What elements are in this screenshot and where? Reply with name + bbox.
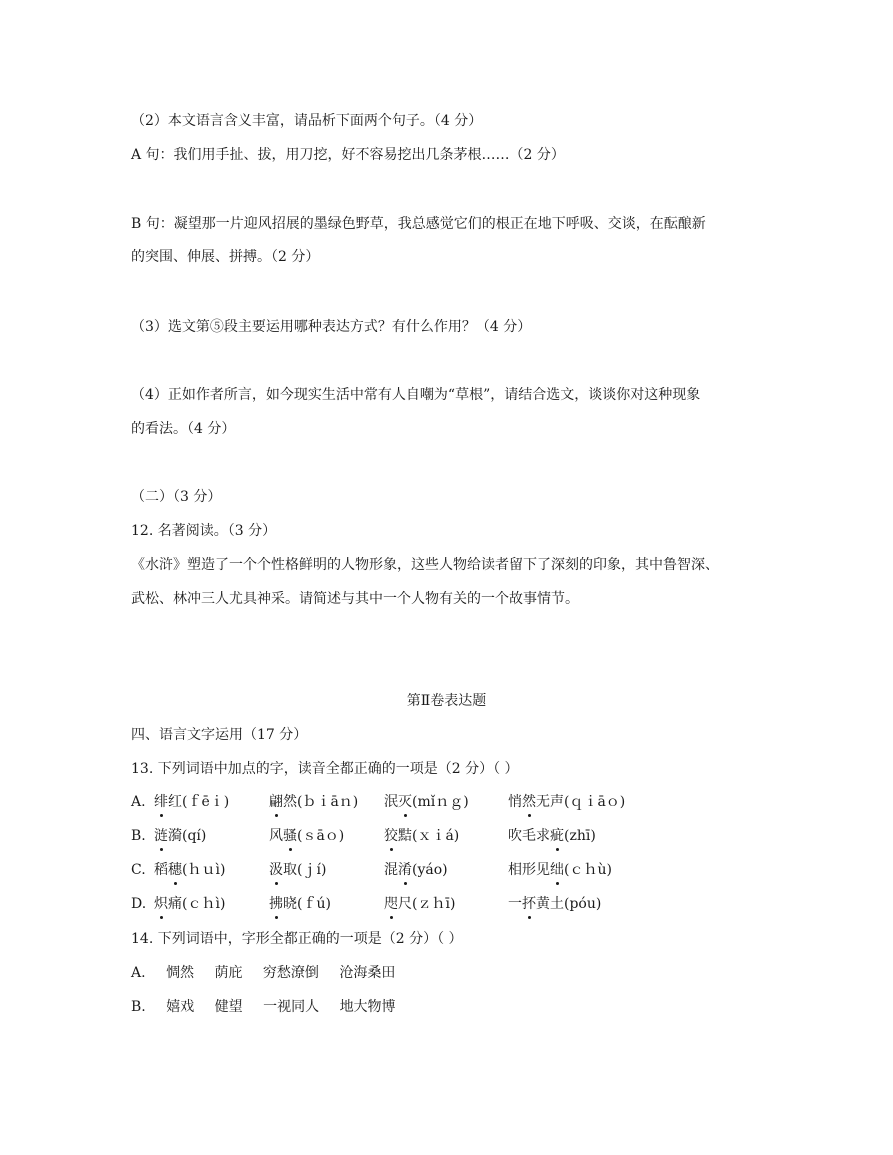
- word: 拂晓(ｆú): [269, 896, 331, 912]
- word: 悄然无声(ｑｉāｏ): [508, 794, 626, 810]
- q11-sentence-b-line1: B 句：凝望那一片迎风招展的墨绿色野草，我总感觉它们的根正在地下呼吸、交谈，在酝酿新: [131, 216, 706, 232]
- q11-sentence-a: A 句：我们用手扯、拔，用刀挖，好不容易挖出几条茅根……（2 分）: [131, 147, 565, 163]
- word: 汲取(ｊí): [269, 862, 327, 878]
- volume2-title: 第Ⅱ卷表达题: [406, 693, 487, 709]
- word: 绯红(ｆēｉ): [154, 794, 230, 810]
- q11-part4-line1: （4）正如作者所言，如今现实生活中常有人自嘲为“草根”，请结合选文，谈谈你对这种现象: [131, 387, 701, 403]
- option-label: A.: [131, 794, 146, 810]
- section4-header: 四、语言文字运用（17 分）: [131, 727, 308, 743]
- q13-title: 13. 下列词语中加点的字，读音全都正确的一项是（2 分）（ ）: [131, 761, 519, 777]
- q11-sentence-b-line2: 的突围、伸展、拼搏。（2 分）: [131, 249, 320, 265]
- option-label: B.: [131, 999, 146, 1015]
- word: 混淆(yáo): [384, 862, 448, 878]
- word: 一视同人: [263, 999, 320, 1015]
- option-label: B.: [131, 828, 146, 844]
- option-label: C.: [131, 862, 146, 878]
- word: 涟漪(qí): [154, 828, 207, 844]
- word: 沧海桑田: [339, 965, 396, 981]
- word: 荫庇: [214, 965, 243, 981]
- word: 健望: [214, 999, 243, 1015]
- word: 相形见绌(ｃｈù): [508, 862, 612, 878]
- q14-option-b: [131, 997, 412, 1017]
- q14-option-a: [131, 963, 411, 983]
- q12-line2: 武松、林冲三人尤具神采。请简述与其中一个人物有关的一个故事情节。: [131, 591, 579, 607]
- word: 咫尺(ｚｈī): [384, 896, 456, 912]
- word: 惆然: [166, 965, 195, 981]
- word: 狡黠(ｘｉá): [384, 828, 460, 844]
- q11-part3: （3）选文第⑤段主要运用哪种表达方式？有什么作用？（4 分）: [131, 319, 532, 335]
- word: 嬉戏: [166, 999, 195, 1015]
- word: 地大物博: [339, 999, 396, 1015]
- q11-part2: （2）本文语言含义丰富，请品析下面两个句子。（4 分）: [131, 113, 483, 129]
- option-label: D.: [131, 896, 147, 912]
- word: 风骚(ｓāｏ): [269, 828, 345, 844]
- word: 稻穗(ｈｕì): [154, 862, 226, 878]
- section2-header: （二）（3 分）: [131, 489, 222, 505]
- word: 吹毛求疵(zhī): [508, 828, 596, 844]
- q11-part4-line2: 的看法。（4 分）: [131, 421, 236, 437]
- q14-title: 14. 下列词语中，字形全都正确的一项是（2 分）（ ）: [131, 931, 463, 947]
- q12-title: 12. 名著阅读。（3 分）: [131, 523, 277, 539]
- word: 泯灭(mǐｎｇ): [384, 794, 469, 810]
- word: 炽痛(ｃｈì): [154, 896, 226, 912]
- word: 穷愁潦倒: [262, 965, 319, 981]
- q12-line1: 《水浒》塑造了一个个性格鲜明的人物形象，这些人物给读者留下了深刻的印象，其中鲁智深、: [131, 557, 719, 573]
- option-label: A.: [131, 965, 146, 981]
- word: 翩然(ｂｉāｎ): [269, 794, 359, 810]
- word: 一抔黄土(póu): [508, 896, 602, 912]
